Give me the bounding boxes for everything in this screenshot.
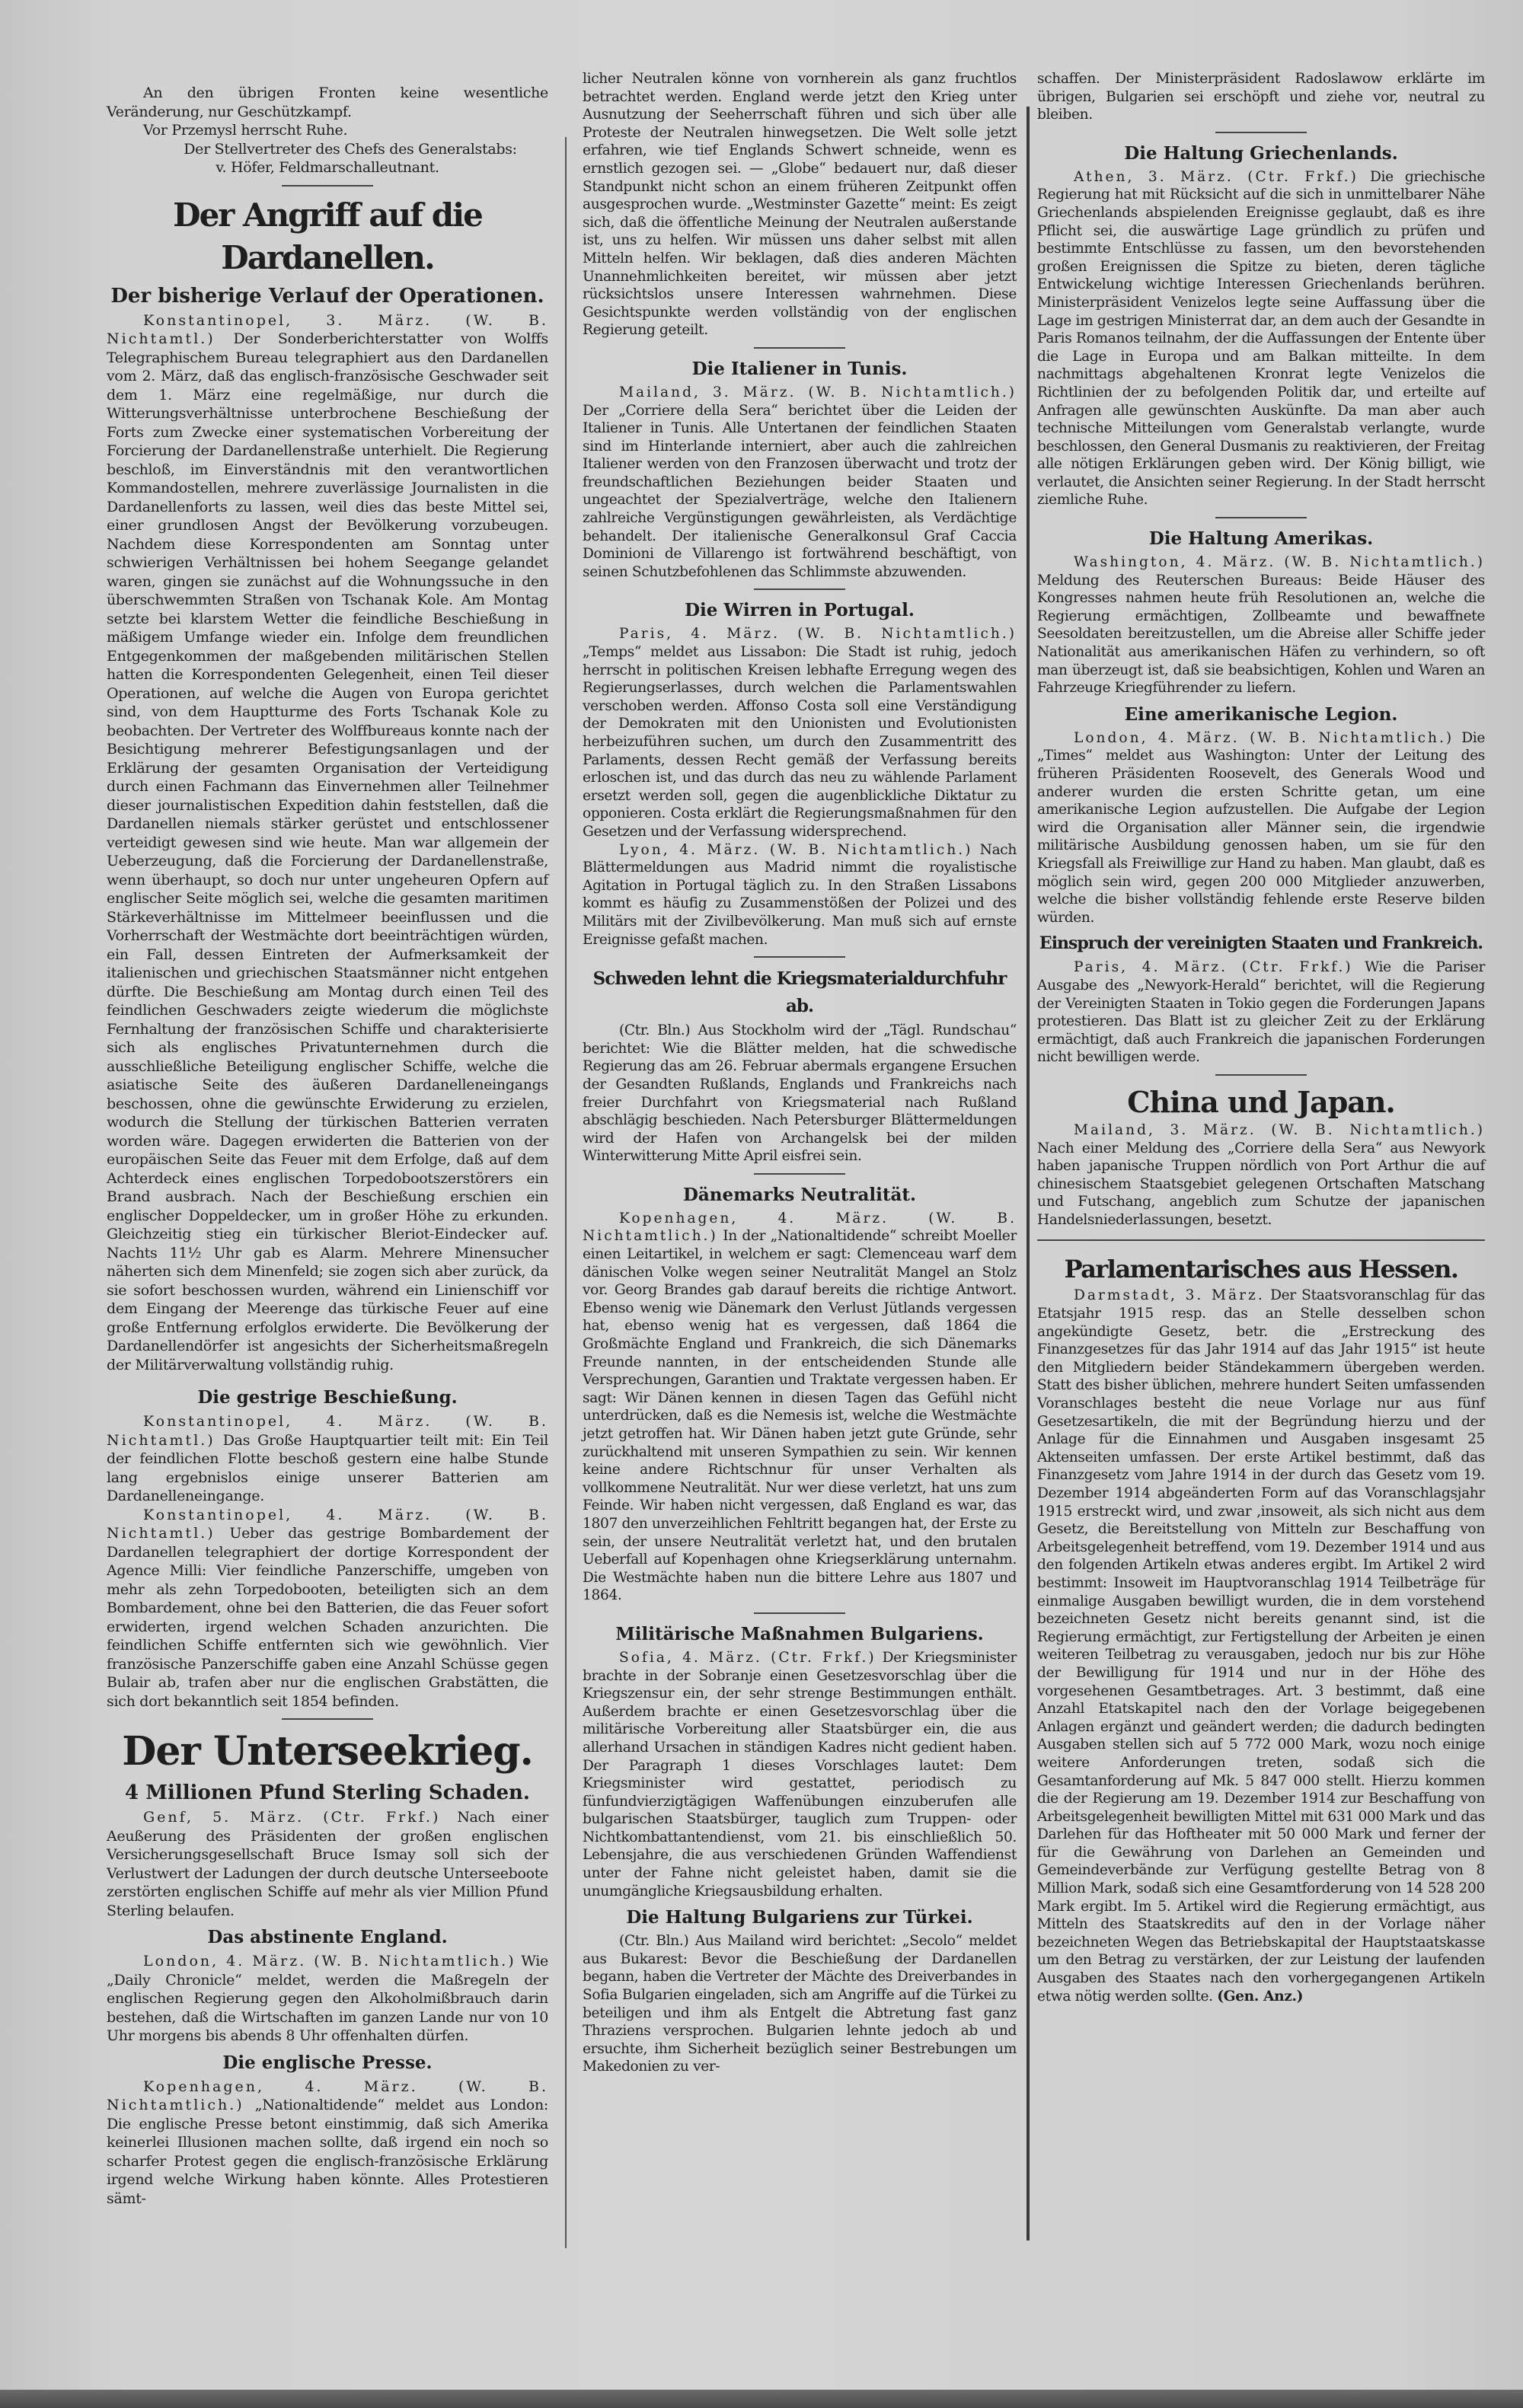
dateline: Konstantinopel, 3. März. (W. B. Nichtamtl.) (107, 311, 548, 347)
divider (754, 1612, 845, 1614)
divider (754, 347, 845, 349)
article-text: Ueber das gestrige Bombardement der Dardanellen telegraphiert der dortige Korrespondent der Agence Milli: Vier feindliche Panzerschiffe, umgeben von mehr als zehn Torpedobooten, beteiligten sich an dem Bombardement, ohne bei den Batterien, die das Feuer sofort erwiderten, irgend welchen Schaden anzurichten. Die feindlichen Schiffe entfernten sich wie gewöhnlich. Vier französische Panzerschiffe gaben eine Anzahl Schüsse gegen Bulair ab, trafen aber nur die englischen Grabstätten, die sich dort bekanntlich seit 1854 befinden. (107, 1525, 548, 1710)
headline-legion: Eine amerikanische Legion. (1124, 703, 1398, 725)
dateline: Paris, 4. März. (Ctr. Frkf.) (1074, 959, 1353, 976)
article-body (583, 625, 1017, 840)
article-text: Das Große Hauptquartier teilt mit: Ein Teil der feindlichen Flotte beschoß gestern eine halbe Stunde lang ergebnislos einige unserer Batterien am Dardanelleneingange. (107, 1431, 548, 1504)
article-text: Der „Corriere della Sera“ berichtet über die Leiden der Italiener in Tunis. Alle Untertanen der feindlichen Staaten sind im Hinterlande interniert, aber auch die zahlreichen Italiener werden von den Franzosen überwacht und trotz der freundschaftlichen Beziehungen beider Staaten und ungeachtet der Spezialverträge, welche den Italienern zahlreiche Vergünstigungen gewährleisten, als Verdächtige behandelt. Der italienische Generalkonsul Graf Caccia Dominioni de Villarengo ist fortwährend beschäftigt, von seinen Schutzbefohlenen das Schlimmste abzuwenden. (583, 402, 1017, 580)
subhead-schaden: 4 Millionen Pfund Sterling Schaden. (125, 1781, 530, 1804)
dateline: London, 4. März. (W. B. Nichtamtlich.) (143, 1953, 516, 1969)
dateline: (Ctr. Bln.) (619, 1022, 691, 1039)
article-text: Meldung des Reuterschen Bureaus: Beide Häuser des Kongresses nahmen heute früh Resolutionen an, welche die Regierung ermächtigen, Zollbeamte und bewaffnete Seesoldaten bereitzustellen, um die Abreise aller Schiffe jeder Nationalität aus amerikanischen Häfen zu verhindern, so oft man überzeugt ist, daß sie beabsichtigen, Kohlen und Waren an Fahrzeuge Kriegführender zu liefern. (1037, 572, 1485, 697)
article-text: Nach einer Aeußerung des Präsidenten der großen englischen Versicherungsgesellschaft Bruce Ismay soll sich der Verlustwert der Ladungen der durch deutsche Unterseeboote zerstörten englischen Schiffe auf mehr als vier Million Pfund Sterling belaufen. (107, 1809, 548, 1919)
headline-bulgarien-militaer: Militärische Maßnahmen Bulgariens. (615, 1623, 984, 1644)
article-text: Der Kriegsminister brachte in der Sobranje einen Gesetzesvorschlag über die Kriegszensur ein, der sehr strenge Bestimmungen enthält. Außerdem brachte er einen Gesetzesvorschlag über die militärische Vorbereitung aller Staatsbürger ein, die aus allerhand Ursachen in ständigen Kadres nicht gedient haben. Der Paragraph 1 dieses Vorschlages lautet: Dem Kriegsminister wird gestattet, periodisch zu fünfundvierzigtägigen Waffenübungen einzuberufen alle bulgarischen Staatsbürger, tauglich zum Truppen- oder Nichtkombattantendienst, vom 21. bis einschließlich 50. Lebensjahre, die aus verschiedenen Gründen Waffendienst unter der Fahne nicht geleistet haben, damit sie die unumgängliche Kriegsausbildung erhalten. (583, 1649, 1017, 1899)
dateline: Mailand, 3. März. (W. B. Nichtamtlich.) (1074, 1121, 1485, 1138)
headline-unterseekrieg: Der Unterseekrieg. (122, 1728, 533, 1775)
dateline: Darmstadt, 3. März. (1074, 1287, 1265, 1304)
dateline: Kopenhagen, 4. März. (W. B. Nichtamtlich.) (107, 2078, 548, 2113)
dateline: Lyon, 4. März. (W. B. Nichtamtlich.) (619, 841, 973, 858)
article-text: In der „Nationaltidende“ schreibt Moeller einen Leitartikel, in welchem er sagt: Clemenceau warf dem dänischen Volke wegen seiner Neutralität Mangel an Stolz vor. Georg Brandes gab darauf bereits die richtige Antwort. Ebenso wenig wie Dänemark den Verlust Jütlands vergessen hat, ebenso wenig hat es vergessen, daß 1864 die Großmächte England und Frankreich, die sich Dänemarks Freunde nannten, in der entscheidenden Stunde alle Versprechungen, Garantien und Traktate vergessen haben. Er sagt: Wir Dänen kennen in diesen Tagen das Gefühl nicht unterdrücken, daß es die Nemesis ist, welche die Westmächte jetzt getroffen hat. Wir Dänen haben jetzt gute Gründe, sehr zurückhaltend mit unseren Sympathien zu sein. Wir kennen keine andere Richtschnur für unser Verhalten als vollkommene Neutralität. Nur wer diese verletzt, hat uns zum Feinde. Wir haben nicht vergessen, daß England es war, das 1807 den unverzeihlichen Fehltritt begangen hat, der Erste zu sein, der unsere Neutralität verletzt hat, und den brutalen Ueberfall auf Kopenhagen ohne Kriegserklärung unternahm. Die Westmächte haben nun die bittere Lehre aus 1807 und 1864. (583, 1228, 1017, 1604)
dateline: Mailand, 3. März. (W. B. Nichtamtlich.) (619, 384, 1017, 400)
dateline: Washington, 4. März. (W. B. Nichtamtlich.) (1074, 554, 1485, 571)
report-text: Vor Przemysl herrscht Ruhe. (143, 122, 348, 139)
subhead-operations: Der bisherige Verlauf der Operationen. (110, 284, 544, 308)
dateline: Konstantinopel, 4. März. (W. B. Nichtamtl.) (107, 1506, 548, 1542)
headline-china-japan: China und Japan. (1127, 1084, 1395, 1119)
headline-presse: Die englische Presse. (222, 2052, 433, 2073)
article-body (107, 1506, 548, 1711)
column-3 (1037, 70, 1485, 2005)
continuation-text: licher Neutralen könne von vornherein als ganz fruchtlos betrachtet werden. England werde jetzt den Krieg unter Ausnutzung der Seeherrschaft führen und sich über alle Proteste der Neutralen hinwegsetzen. Die Welt solle jetzt erfahren, wie tief Englands Schwert schneide, wenn es ernstlich gezogen sei. — „Globe“ bedauert nur, daß dieser Standpunkt nicht schon an einem früheren Zeitpunkt offen ausgesprochen wurde. „Westminster Gazette“ meint: Es zeigt sich, daß die öffentliche Meinung der Neutralen außerstande ist, uns zu helfen. Wir müssen uns daher selbst mit allen Mitteln helfen. Wir beklagen, daß dies anderen Mächten Unannehmlichkeiten bereitet, wir müssen aber jetzt rücksichtslos unsere Interessen wahrnehmen. Diese Gesichtspunkte werden vollständig von der englischen Regierung geteilt. (583, 71, 1017, 339)
divider (1215, 132, 1307, 133)
headline-amerika: Die Haltung Amerikas. (1148, 528, 1374, 550)
divider (1037, 1239, 1485, 1241)
headline-schweden: Schweden lehnt die Kriegsmaterialdurchfuhr ab. (592, 968, 1007, 1017)
headline-dardanellen: Der Angriff auf die Dardanellen. (173, 196, 482, 276)
continuation-text: schaffen. Der Ministerpräsident Radoslawow erklärte im übrigen, Bulgarien sei erschöpft und ziehe vor, neutral zu bleiben. (1037, 71, 1485, 123)
divider (282, 1718, 373, 1720)
headline-einspruch: Einspruch der vereinigten Staaten und Frankreich. (1039, 933, 1483, 954)
signature-line: Der Stellvertreter des Chefs des Generalstabs: (184, 140, 517, 158)
divider (1215, 517, 1307, 518)
article-body (583, 1649, 1017, 1900)
headline-griechenland: Die Haltung Griechenlands. (1124, 142, 1398, 164)
divider (754, 956, 845, 958)
headline-hessen: Parlamentarisches aus Hessen. (1064, 1255, 1458, 1284)
article-text: „Temps“ meldet aus Lissabon: Die Stadt ist ruhig, jedoch herrscht in politischen Kreisen lebhafte Erregung wegen des Regierungserlasses, durch welchen die Parlamentswahlen verschoben werden. Affonso Costa soll eine Verständigung der Demokraten mit den Unionisten und Evolutionisten herbeizuführen suchen, um durch den Zusammentritt des Parlaments, dessen Recht gemäß der Verfassung bereits erloschen ist, und das durch das neu zu wählende Parlament ersetzt werden soll, gegen die augenblickliche Diktatur zu opponieren. Costa erklärt die Regierungsmaßnahmen für den Gesetzen und der Verfassung widersprechend. (583, 644, 1017, 840)
article-body (583, 1022, 1017, 1166)
dateline: London, 4. März. (W. B. Nichtamtlich.) (1074, 729, 1454, 746)
dateline: Sofia, 4. März. (Ctr. Frkf.) (619, 1649, 876, 1666)
dateline: Athen, 3. März. (Ctr. Frkf.) (1074, 168, 1359, 185)
article-body (1037, 168, 1485, 509)
dateline: Konstantinopel, 4. März. (W. B. Nichtamtl.) (107, 1413, 548, 1449)
dateline: Kopenhagen, 4. März. (W. B. Nichtamtlich.) (583, 1210, 1017, 1245)
article-body (1037, 958, 1485, 1067)
article-text: Nach einer Meldung des „Corriere della Sera“ aus Newyork haben japanische Truppen nördlich von Port Arthur die auf chinesischem Staatsgebiet gelegenen Ortschaften Matschang und Futschang, angeblich zum Schutze der japanischen Handelsniederlassungen, besetzt. (1037, 1140, 1485, 1228)
article-text: Wie „Daily Chronicle“ meldet, werden die Maßregeln der englischen Regierung gegen den Alkoholmißbrauch darin bestehen, daß die Wirtschaften im ganzen Lande nur von 10 Uhr morgens bis abends 8 Uhr offenhalten dürfen. (107, 1953, 548, 2044)
article-text: Aus Mailand wird berichtet: „Secolo“ meldet aus Bukarest: Bevor die Beschießung der Dardanellen begann, haben die Vertreter der Mächte des Dreiverbandes in Sofia Bulgarien eingeladen, sich am Angriffe auf die Türkei zu beteiligen und ihm als Entgelt die Abtretung fast ganz Thraziens versprochen. Bulgarien lehnte jedoch ab und ersuchte, ihm Sicherheit bezüglich seiner Bestrebungen um Makedonien zu ver- (583, 1933, 1017, 2075)
signature-name: v. Höfer, Feldmarschalleutnant. (216, 159, 439, 176)
report-text: An den übrigen Fronten keine wesentliche Veränderung, nur Geschützkampf. (107, 85, 548, 120)
article-text: Der Sonderberichterstatter von Wolffs Telegraphischem Bureau telegraphiert aus den Dardanellen vom 2. März, daß das englisch-französische Geschwader seit dem 1. März eine regelmäßige, nur durch die Witterungsverhältnisse unterbrochene Beschießung der Forts zum Zwecke einer systematischen Vorbereitung der Forcierung der Dardanellenstraße unterhielt. Die Regierung beschloß, im Einverständnis mit den verantwortlichen Kommandostellen, mehrere zuverlässige Journalisten in die Dardanellenforts zu lassen, weil dies das beste Mittel sei, einer grundlosen Angst der Bevölkerung vorzubeugen. Nachdem diese Korrespondenten am Sonntag unter schwierigen Verhältnissen bei hohem Seegange gelandet waren, gingen sie zunächst auf die Wohnungssuche in den überschwemmten Straßen von Tschanak Kole. Am Montag setzte bei klarstem Wetter die feindliche Beschießung in mäßigem Umfange wieder ein. Infolge dem freundlichen Entgegenkommen der maßgebenden militärischen Stellen hatten die Korrespondenten Gelegenheit, einen Teil dieser Operationen, auf welche die Augen von Europa gerichtet sind, von dem Hauptturme des Forts Tschanak Kole zu beobachten. Der Vertreter des Wolffbureaus konnte nach der Besichtigung mehrerer Befestigungsanlagen und der Erklärung der gesamten Organisation der Verteidigung durch einen Fachmann das Einvernehmen aller Teilnehmer dieser journalistischen Expedition dahin feststellen, daß die Dardanellen niemals stärker gerüstet und entschlossener verteidigt gewesen sind wie heute. Man war allgemein der Ueberzeugung, daß die Forcierung der Dardanellenstraße, wenn überhaupt, so doch nur unter ungeheuren Opfern auf englischer Seite möglich sei, welche die gesamten maritimen Stärkeverhältnisse im Mittelmeer beeinflussen und die Vorherrschaft der Westmächte dort beeinträchtigen würden, ein Fall, dessen Eintreten der Aufmerksamkeit der italienischen und griechischen Staatsmänner nicht entgehen dürfte. Die Beschießung am Montag durch einen Teil des feindlichen Geschwaders zeigte wiederum die möglichste Fernhaltung der französischen Schiffe und charakterisierte sich als englisches Privatunternehmen durch die ausschließliche Beteiligung englischer Schiffe, welche die asiatische Seite des äußeren Dardanelleneingangs beschossen, ohne die gewünschte Erwiderung zu erzielen, wodurch die Stellung der türkischen Batterien verraten worden wäre. Dagegen erwiderten die Batterien von der europäischen Seite das Feuer mit dem Erfolge, daß auf dem Achterdeck eines englischen Torpedobootszerstörers ein Brand ausbrach. Nach der Beschießung erschien ein englischer Doppeldecker, um in großer Höhe zu erkunden. Gleichzeitig stieg ein türkischer Bleriot-Eindecker auf. Nachts 11½ Uhr gab es Alarm. Mehrere Minensucher näherten sich dem Minenfeld; sie zogen sich aber zurück, da sie sofort beschossen wurden, während ein Linienschiff vor dem Eingang der Meerenge das türkische Feuer auf eine große Entfernung erfolglos erwiderte. Die Bevölkerung der Dardanellendörfer ist angesichts der Sicherheitsmaßregeln der Militärverwaltung vollständig ruhig. (107, 330, 548, 1373)
source-note: (Gen. Anz.) (1217, 1988, 1304, 2005)
headline-portugal: Die Wirren in Portugal. (685, 600, 915, 621)
article-text: Die griechische Regierung hat mit Rücksicht auf die sich in unmittelbarer Nähe Griechenlands abspielenden Ereignisse geglaubt, daß es ihre Pflicht sei, die auswärtige Lage gründlich zu prüfen und bestimmte Entschlüsse zu fassen, um den bevorstehenden großen Ereignissen die Spitze zu bieten, deren tägliche Entwickelung wichtige Interessen Griechenlands berühren. Ministerpräsident Venizelos legte seine Auffassung über die Lage im gestrigen Ministerrat dar, an dem auch der Gesandte in Paris Romanos teilnahm, der die Auffassungen der Entente über die Lage in Europa und am Balkan mitteilte. In dem nachmittags abgehaltenen Kronrat legte Venizelos die Richtlinien der zu befolgenden Politik dar, und erteilte auf Anfragen alle gewünschten Auskünfte. Da man aber auch technische Mitteilungen vom Generalstab verlangte, wurde beschlossen, den General Dusmanis zu reaktivieren, der Freitag alle nötigen Erklärungen geben wird. Der König billigt, wie verlautet, die Ansichten seiner Regierung. In der Stadt herrscht ziemliche Ruhe. (1037, 168, 1486, 509)
article-text: „Nationaltidende“ meldet aus London: Die englische Presse betont einstimmig, daß sich Amerika keinerlei Illusionen machen sollte, daß irgend ein noch so scharfer Protest gegen die englisch-französische Erklärung irgend welche Wirkung haben könnte. Alles Protestieren sämt- (107, 2097, 548, 2207)
article-body (1037, 1287, 1485, 2005)
article-body (583, 1932, 1017, 2076)
article-body (1037, 1121, 1485, 1230)
article-body (107, 1412, 548, 1506)
article-text: Nach Blättermeldungen aus Madrid nimmt die royalistische Agitation in Portugal täglich zu. In den Straßen Lissabons kommt es häufig zu Zusammenstößen der Polizei und des Militärs mit der Zivilbevölkerung. Man muß sich auf ernste Ereignisse gefaßt machen. (583, 841, 1017, 948)
article-body (107, 311, 548, 1375)
article-text: Wie die Pariser Ausgabe des „Newyork-Herald“ berichtet, will die Regierung der Vereinigten Staaten in Tokio gegen die Forderungen Japans protestieren. Das Blatt ist zu gleicher Zeit zu der Erklärung ermächtigt, daß auch Frankreich die japanischen Forderungen nicht bewilligen werde. (1037, 959, 1485, 1066)
headline-abstinent: Das abstinente England. (207, 1927, 448, 1947)
article-body (583, 1210, 1017, 1605)
article-body (1037, 729, 1485, 927)
article-body (583, 384, 1017, 582)
article-body (1037, 553, 1485, 697)
scan-edge (0, 2390, 1523, 2408)
article-body (107, 1952, 548, 2046)
dateline: Genf, 5. März. (Ctr. Frkf.) (143, 1809, 441, 1826)
article-text: Die „Times“ meldet aus Washington: Unter der Leitung des früheren Präsidenten Roosevelt, des Generals Wood und anderer wurden die ersten Schritte getan, um eine amerikanische Legion aufzustellen. Die Aufgabe der Legion wird die Organisation aller Männer sein, die irgendwie militärische Ausbildung genossen haben, um sie für den Kriegsfall als Freiwillige zur Hand zu haben. Man glaubt, daß es möglich sein wird, gegen 200 000 Mitglieder anzuwerben, welche die bisher vollständig fehlende erste Reserve bilden würden. (1037, 729, 1485, 926)
divider (754, 1173, 845, 1175)
column-rule-right (1027, 107, 1030, 2241)
column-rule-left (565, 137, 567, 2248)
headline-beschiessung: Die gestrige Beschießung. (197, 1387, 458, 1408)
column-1 (107, 84, 548, 2208)
dateline: Paris, 4. März. (W. B. Nichtamtlich.) (619, 626, 1017, 643)
divider (282, 185, 373, 187)
article-text: Aus Stockholm wird der „Tägl. Rundschau“ berichtet: Wie die Blätter melden, hat die schwedische Regierung das am 26. Februar abermals ergangene Ersuchen der Gesandten Rußlands, Englands und Frankreichs nach freier Durchfahrt von Kriegsmaterial nach Rußland abschlägig beschieden. Nach Petersburger Blättermeldungen wird der Hafen von Archangelsk bei der milden Winterwitterung Mitte April eisfrei sein. (583, 1022, 1017, 1165)
article-body (107, 2078, 548, 2209)
article-text: Der Staatsvoranschlag für das Etatsjahr 1915 resp. das an Stelle desselben schon angekündigte Gesetz, betr. die „Erstreckung des Finanzgesetzes für das Jahr 1914 auf das Jahr 1915“ ist heute den Mitgliedern beider Ständekammern übergeben werden. Statt des bisher üblichen, mehrere hundert Seiten umfassenden Voranschlages besteht die neue Vorlage nur aus fünf Gesetzesartikeln, die mit der Begründung hierzu und der Anlage für die Einnahmen und Ausgaben insgesamt 25 Aktenseiten umfassen. Der erste Artikel bestimmt, daß das Finanzgesetz vom Jahre 1914 in der durch das Gesetz vom 19. Dezember 1914 abgeänderten Form auf das Voranschlagsjahr 1915 erstreckt wird, und zwar ‚insoweit, als sich nicht aus dem Gesetz, die Bereitstellung von Mitteln zur Beschaffung von Arbeitsgelegenheit betreffend, vom 19. Dezember 1914 und aus den folgenden Artikeln etwas anderes ergibt. Im Artikel 2 wird bestimmt: Insoweit im Hauptvoranschlag 1914 Teilbeträge für einmalige Ausgaben bewilligt wurden, die in dem vorstehend bezeichneten Gesetz nicht bereits genannt sind, ist die Regierung ermächtigt, zur Fertigstellung der Arbeiten je einen weiteren Teilbetrag zu verausgaben, jedoch nur bis zur Höhe der Bewilligung für 1914 und nur in der Höhe des vorgesehenen Gesamtbetrages. Art. 3 bestimmt, daß eine Anzahl Etatskapitel nach den der Vorlage beigegebenen Anlagen ergänzt und geändert werden; die dadurch bedingten Ausgaben stellen sich auf 5 772 000 Mark, wozu noch einige weitere Anforderungen treten, sodaß sich die Gesamtanforderung auf Mk. 5 847 000 stellt. Hierzu kommen die der Regierung am 19. Dezember 1914 zur Beschaffung von Arbeitsgelegenheit bewilligten Mittel mit 631 000 Mark und das Darlehen für das Hoftheater mit 50 000 Mark und ferner der für die Gewährung von Darlehen an Gemeinden und Gemeindeverbände zur Verfügung gestellte Betrag von 8 Million Mark, sodaß sich eine Gesamtforderung von 14 528 200 Mark ergibt. Im 5. Artikel wird die Regierung ermächtigt, aus Mitteln des Staatskredits auf den in der Vorlage näher bezeichneten Wegen das Betriebskapital der Hauptstaatskasse um den Betrag zu verstärken, der zur Leistung der laufenden Ausgaben des Staates nach den vorhergegangenen Artikeln etwa nötig werden sollte. (1037, 1287, 1485, 2005)
headline-tunis: Die Italiener in Tunis. (691, 358, 908, 379)
divider (754, 588, 845, 590)
dateline: (Ctr. Bln.) (619, 1933, 689, 1950)
headline-daenemark: Dänemarks Neutralität. (682, 1184, 917, 1205)
divider (1215, 1074, 1307, 1076)
article-body (107, 1808, 548, 1920)
column-2 (583, 70, 1017, 2076)
headline-bulgarien-tuerkei: Die Haltung Bulgariens zur Türkei. (626, 1907, 973, 1928)
article-body (583, 841, 1017, 949)
